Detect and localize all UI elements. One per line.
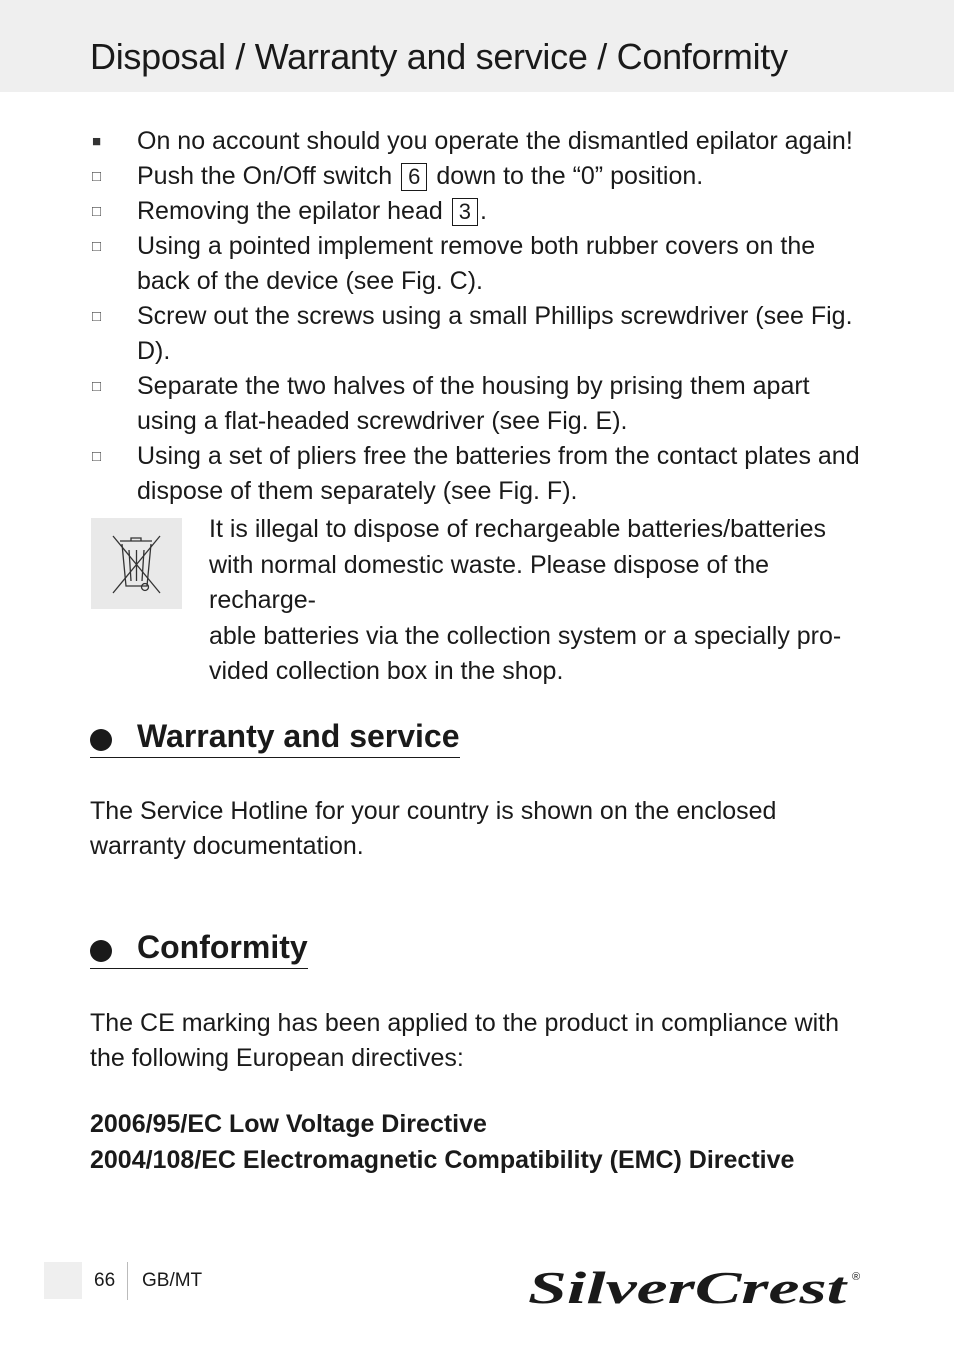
hollow-square-bullet-icon: □ (92, 308, 102, 325)
list-item (90, 229, 870, 299)
hollow-square-bullet-icon: □ (92, 203, 102, 220)
hollow-square-bullet-icon: □ (92, 168, 102, 185)
conformity-text: The CE marking has been applied to the product in compliance with the following European directives: (90, 1009, 840, 1072)
notice-line: with normal domestic waste. Please dispose of the recharge- (209, 550, 769, 614)
warranty-heading (90, 718, 460, 758)
warranty-text: The Service Hotline for your country is shown on the enclosed warranty documentation. (90, 797, 777, 860)
step-text: Push the On/Off switch (137, 162, 393, 190)
warranty-heading-label: Warranty and service (137, 718, 460, 754)
page-number: 66 (94, 1270, 116, 1291)
part-reference-box: 3 (452, 198, 478, 226)
hollow-square-bullet-icon: □ (92, 448, 102, 465)
battery-disposal-notice (209, 512, 859, 690)
hollow-square-bullet-icon: □ (92, 378, 102, 395)
footer-marker (44, 1262, 82, 1299)
bullet-dot-icon (90, 729, 112, 751)
directive-emc: 2004/108/EC Electromagnetic Compatibility (EMC) Directive (90, 1146, 795, 1174)
notice-line: able batteries via the collection system or a specially pro- (209, 621, 842, 650)
crossed-out-wheelie-bin-icon (91, 518, 182, 609)
step-text: Using a pointed implement remove both rubber covers on the back of the device (see Fig. C). (137, 232, 816, 295)
step-text: down to the “0” position. (436, 162, 704, 190)
list-item (90, 369, 870, 439)
step-text: Screw out the screws using a small Phillips screwdriver (see Fig. D). (137, 302, 853, 365)
disposal-steps-list (90, 124, 870, 509)
hollow-square-bullet-icon: □ (92, 238, 102, 255)
brand-wordmark: SilverCrest (528, 1262, 848, 1313)
registered-mark: ® (852, 1271, 861, 1283)
silvercrest-logo (528, 1258, 864, 1314)
footer-divider (127, 1262, 128, 1300)
list-item (90, 439, 870, 509)
bullet-dot-icon (90, 940, 112, 962)
step-text: Removing the epilator head (137, 197, 443, 225)
conformity-heading-label: Conformity (137, 929, 308, 965)
step-text: Separate the two halves of the housing by prising them apart using a flat-headed screwdriver (see Fig. E). (137, 372, 810, 435)
step-text: On no account should you operate the dismantled epilator again! (137, 127, 853, 155)
locale-label: GB/MT (142, 1270, 203, 1291)
list-item (90, 299, 870, 369)
notice-line: vided collection box in the shop. (209, 657, 564, 685)
step-text: . (479, 197, 487, 225)
filled-square-bullet-icon: ■ (92, 133, 102, 150)
part-reference-box: 6 (401, 163, 427, 191)
list-item (90, 124, 870, 159)
notice-line: It is illegal to dispose of rechargeable batteries/batteries (209, 515, 827, 543)
list-item (90, 194, 870, 229)
step-text: Using a set of pliers free the batteries from the contact plates and dispose of them separately (see Fig. F). (137, 442, 860, 505)
conformity-heading (90, 929, 308, 969)
page-title: Disposal / Warranty and service / Conformity (90, 36, 788, 77)
list-item (90, 159, 870, 194)
directive-low-voltage: 2006/95/EC Low Voltage Directive (90, 1110, 487, 1138)
